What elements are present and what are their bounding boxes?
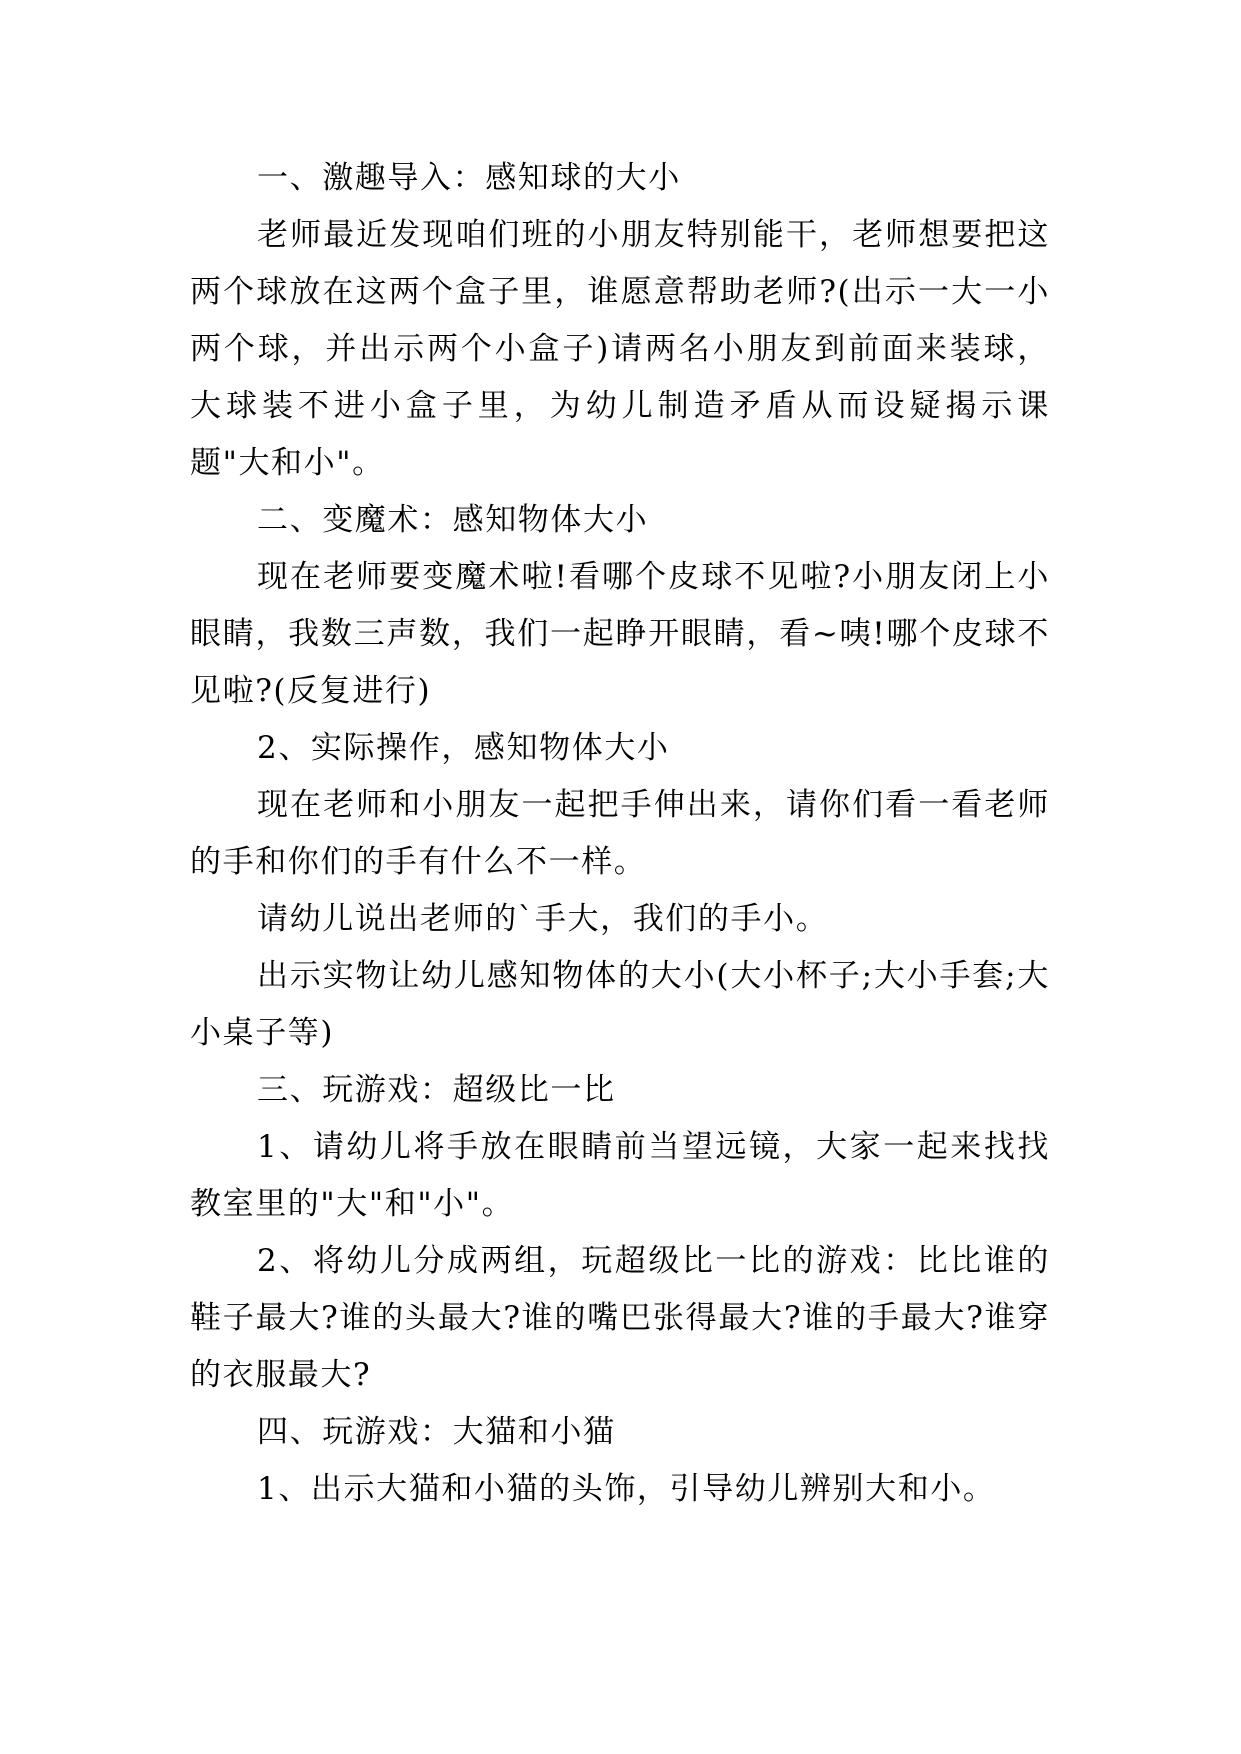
paragraph-hands: 现在老师和小朋友一起把手伸出来，请你们看一看老师的手和你们的手有什么不一样。 [190,787,1050,880]
paragraph-intro: 老师最近发现咱们班的小朋友特别能干，老师想要把这两个球放在这两个盒子里，谁愿意帮助老师?(出示一大一小两个球，并出示两个小盒子)请两名小朋友到前面来装球，大球装不进小盒子里，为幼儿制造矛盾从而设疑揭示课题"大和小"。 [190,217,1050,481]
section-heading-3: 三、玩游戏：超级比一比 [257,1072,616,1108]
document-page [190,150,1050,1518]
section-heading-4: 四、玩游戏：大猫和小猫 [257,1414,616,1450]
paragraph-cats: 1、出示大猫和小猫的头饰，引导幼儿辨别大和小。 [257,1471,996,1507]
paragraph-magic: 现在老师要变魔术啦!看哪个皮球不见啦?小朋友闭上小眼睛，我数三声数，我们一起睁开眼睛，看~咦!哪个皮球不见啦?(反复进行) [190,559,1050,709]
paragraph-telescope: 1、请幼儿将手放在眼睛前当望远镜，大家一起来找找教室里的"大"和"小"。 [190,1129,1050,1222]
paragraph-compare-game: 2、将幼儿分成两组，玩超级比一比的游戏：比比谁的鞋子最大?谁的头最大?谁的嘴巴张得最大?谁的手最大?谁穿的衣服最大? [190,1243,1050,1393]
paragraph-hands-compare: 请幼儿说出老师的`手大，我们的手小。 [257,901,829,937]
section-heading-1: 一、激趣导入：感知球的大小 [257,160,681,196]
paragraph-objects: 出示实物让幼儿感知物体的大小(大小杯子;大小手套;大小桌子等) [190,958,1050,1051]
subheading-practice: 2、实际操作，感知物体大小 [257,730,670,766]
section-heading-2: 二、变魔术：感知物体大小 [257,502,649,538]
